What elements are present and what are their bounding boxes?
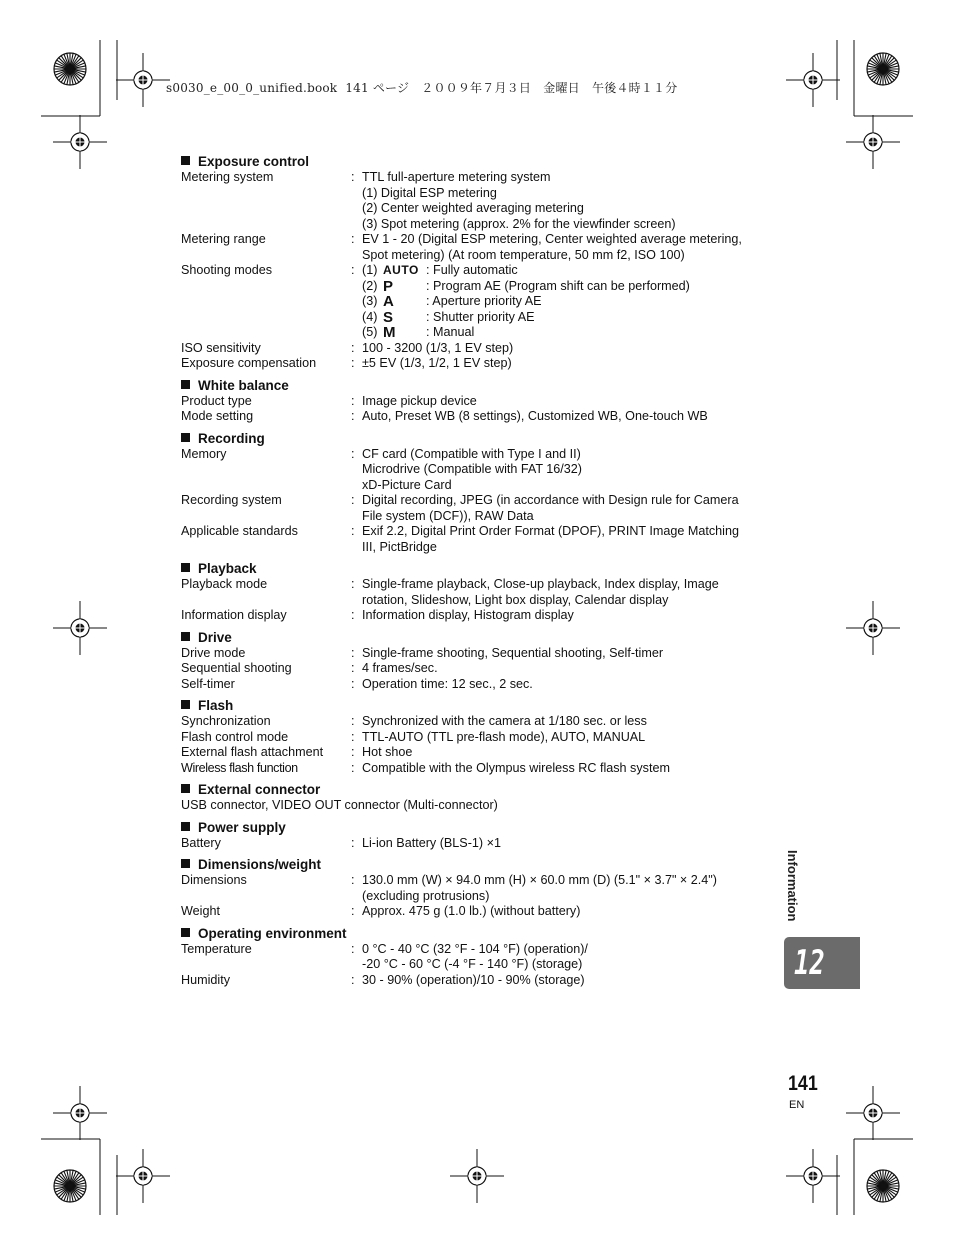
spec-value: Digital recording, JPEG (in accordance with Design rule for Camera File system (DCF)), RAW Data bbox=[362, 493, 739, 523]
section-title: External connector bbox=[181, 782, 781, 798]
square-bullet-icon bbox=[181, 380, 190, 389]
spec-content bbox=[181, 154, 781, 994]
section-playback bbox=[181, 561, 781, 624]
spec-label: Applicable standards bbox=[181, 524, 298, 538]
spec-row: Information display : Information display, Histogram display bbox=[181, 608, 781, 624]
section-dimensions bbox=[181, 857, 781, 920]
spec-row: Memory : CF card (Compatible with Type I and II) Microdrive (Compatible with FAT 16/32) xD-Picture Card bbox=[181, 447, 781, 494]
spec-label: Weight bbox=[181, 904, 220, 918]
shooting-mode-item: (2) P : Program AE (Program shift can be performed) bbox=[362, 277, 690, 295]
section-title: Exposure control bbox=[181, 154, 781, 170]
spec-row: Weight : Approx. 475 g (1.0 lb.) (without battery) bbox=[181, 904, 781, 920]
spec-label: External flash attachment bbox=[181, 745, 324, 759]
spec-label: Temperature bbox=[181, 941, 252, 956]
spec-row: ISO sensitivity : 100 - 3200 (1/3, 1 EV step) bbox=[181, 341, 781, 357]
page-number: 141 bbox=[788, 1072, 818, 1095]
spec-value: Approx. 475 g (1.0 lb.) (without battery) bbox=[362, 904, 581, 918]
spec-row: Product type : Image pickup device bbox=[181, 394, 781, 410]
spec-row: Applicable standards : Exif 2.2, Digital Print Order Format (DPOF), PRINT Image Matching III, PictBridge bbox=[181, 524, 781, 555]
section-environment bbox=[181, 926, 781, 989]
section-title: Dimensions/weight bbox=[181, 857, 781, 873]
spec-row: Mode setting : Auto, Preset WB (8 settings), Customized WB, One-touch WB bbox=[181, 409, 781, 425]
spec-value: Single-frame shooting, Sequential shooting, Self-timer bbox=[362, 645, 664, 660]
spec-label: Recording system bbox=[181, 493, 282, 507]
spec-row: Playback mode : Single-frame playback, Close-up playback, Index display, Image rotation, Slideshow, Light box display, Calendar display bbox=[181, 577, 781, 608]
square-bullet-icon bbox=[181, 822, 190, 831]
header-date-time: ２００９年７月３日 金曜日 午後４時１１分 bbox=[421, 81, 678, 95]
square-bullet-icon bbox=[181, 928, 190, 937]
spec-row: Metering range : EV 1 - 20 (Digital ESP metering, Center weighted average metering, Spot metering) (At room temperature, 50 mm f2, ISO 100) bbox=[181, 232, 781, 263]
shooting-mode-item: (1) AUTO : Fully automatic bbox=[362, 263, 518, 277]
spec-label: Product type bbox=[181, 393, 252, 408]
spec-value: ±5 EV (1/3, 1/2, 1 EV step) bbox=[362, 356, 512, 370]
spec-value: Compatible with the Olympus wireless RC flash system bbox=[362, 760, 670, 775]
spec-row: Temperature : 0 °C - 40 °C (32 °F - 104 °F) (operation)/ -20 °C - 60 °C (-4 °F - 140 °F) (storage) bbox=[181, 942, 781, 973]
section-connector bbox=[181, 782, 781, 814]
shooting-mode-item: (5) M : Manual bbox=[362, 324, 475, 341]
side-section-label: Information bbox=[785, 850, 800, 922]
spec-label: Playback mode bbox=[181, 577, 268, 591]
spec-label: Metering range bbox=[181, 232, 266, 246]
section-title: Drive bbox=[181, 630, 781, 646]
spec-value: Information display, Histogram display bbox=[362, 608, 574, 622]
spec-label: Mode setting bbox=[181, 409, 254, 423]
spec-label: Flash control mode bbox=[181, 729, 289, 744]
section-flash bbox=[181, 698, 781, 776]
spec-value: 4 frames/sec. bbox=[362, 661, 438, 675]
spec-value: Hot shoe bbox=[362, 745, 413, 759]
spec-value: 100 - 3200 (1/3, 1 EV step) bbox=[362, 340, 514, 355]
spec-label: Exposure compensation bbox=[181, 356, 317, 370]
spec-value: Image pickup device bbox=[362, 393, 477, 408]
spec-value: 0 °C - 40 °C (32 °F - 104 °F) (operation)/ -20 °C - 60 °C (-4 °F - 140 °F) (storage) bbox=[362, 941, 588, 971]
spec-row: Shooting modes : (1) AUTO : Fully automatic (2) P : Program AE (Program shift can be performed) (3) A : Aperture priority AE (4) S : Shutter priority AE (5) M : Manual bbox=[181, 263, 781, 341]
section-power bbox=[181, 820, 781, 852]
spec-label: Drive mode bbox=[181, 645, 246, 660]
spec-value: 30 - 90% (operation)/10 - 90% (storage) bbox=[362, 972, 585, 987]
section-drive bbox=[181, 630, 781, 693]
spec-value: Synchronized with the camera at 1/180 sec. or less bbox=[362, 714, 647, 728]
spec-label: Metering system bbox=[181, 170, 274, 184]
spec-value: USB connector, VIDEO OUT connector (Multi-connector) bbox=[181, 798, 498, 812]
square-bullet-icon bbox=[181, 859, 190, 868]
square-bullet-icon bbox=[181, 700, 190, 709]
spec-label: Humidity bbox=[181, 972, 230, 987]
square-bullet-icon bbox=[181, 156, 190, 165]
section-title: Flash bbox=[181, 698, 781, 714]
spec-label: Synchronization bbox=[181, 714, 271, 728]
spec-value: TTL-AUTO (TTL pre-flash mode), AUTO, MANUAL bbox=[362, 729, 646, 744]
spec-row: Battery : Li-ion Battery (BLS-1) ×1 bbox=[181, 836, 781, 852]
header-page-ref: 141 ページ bbox=[345, 81, 410, 95]
spec-label: Dimensions bbox=[181, 873, 247, 887]
spec-label: Information display bbox=[181, 608, 287, 622]
spec-row: Recording system : Digital recording, JPEG (in accordance with Design rule for Camera File system (DCF)), RAW Data bbox=[181, 493, 781, 524]
shooting-mode-item: (4) S : Shutter priority AE bbox=[362, 308, 535, 326]
mode-a-icon: A bbox=[383, 293, 394, 310]
section-title: Recording bbox=[181, 431, 781, 447]
mode-s-icon: S bbox=[383, 308, 394, 326]
square-bullet-icon bbox=[181, 433, 190, 442]
spec-value: EV 1 - 20 (Digital ESP metering, Center weighted average metering, Spot metering) (At room temperature, 50 mm f2, ISO 100) bbox=[362, 232, 742, 262]
spec-row: Exposure compensation : ±5 EV (1/3, 1/2, 1 EV step) bbox=[181, 356, 781, 372]
section-white-balance bbox=[181, 378, 781, 425]
spec-label: Battery bbox=[181, 835, 221, 850]
spec-row: Sequential shooting : 4 frames/sec. bbox=[181, 661, 781, 677]
spec-value: TTL full-aperture metering system (1) Digital ESP metering (2) Center weighted averaging metering (3) Spot metering (approx. 2% for the viewfinder screen) bbox=[362, 170, 676, 231]
section-exposure bbox=[181, 154, 781, 372]
section-title: Playback bbox=[181, 561, 781, 577]
spec-value: Auto, Preset WB (8 settings), Customized WB, One-touch WB bbox=[362, 409, 708, 423]
chapter-number: 12 bbox=[794, 943, 825, 983]
spec-label: Self-timer bbox=[181, 676, 235, 691]
mode-p-icon: P bbox=[383, 277, 394, 295]
mode-auto-icon: AUTO bbox=[383, 263, 419, 277]
spec-row: Synchronization : Synchronized with the camera at 1/180 sec. or less bbox=[181, 714, 781, 730]
spec-row: Dimensions : 130.0 mm (W) × 94.0 mm (H) × 60.0 mm (D) (5.1" × 3.7" × 2.4") (excluding protrusions) bbox=[181, 873, 781, 904]
square-bullet-icon bbox=[181, 632, 190, 641]
section-recording bbox=[181, 431, 781, 556]
spec-row: Humidity : 30 - 90% (operation)/10 - 90% (storage) bbox=[181, 973, 781, 989]
page-language: EN bbox=[789, 1099, 805, 1111]
print-header bbox=[166, 79, 677, 96]
spec-value: Exif 2.2, Digital Print Order Format (DPOF), PRINT Image Matching III, PictBridge bbox=[362, 524, 739, 554]
square-bullet-icon bbox=[181, 784, 190, 793]
spec-row: Drive mode : Single-frame shooting, Sequential shooting, Self-timer bbox=[181, 646, 781, 662]
spec-value: Operation time: 12 sec., 2 sec. bbox=[362, 676, 533, 691]
shooting-mode-item: (3) A : Aperture priority AE bbox=[362, 293, 542, 310]
header-file-name: s0030_e_00_0_unified.book bbox=[166, 81, 338, 95]
chapter-tab bbox=[784, 937, 860, 989]
spec-value: Single-frame playback, Close-up playback, Index display, Image rotation, Slideshow, Light box display, Calendar display bbox=[362, 577, 719, 607]
mode-m-icon: M bbox=[383, 324, 396, 341]
spec-label: Sequential shooting bbox=[181, 661, 292, 675]
spec-row: Flash control mode : TTL-AUTO (TTL pre-flash mode), AUTO, MANUAL bbox=[181, 730, 781, 746]
spec-label: Wireless flash function bbox=[181, 760, 298, 775]
spec-value: 130.0 mm (W) × 94.0 mm (H) × 60.0 mm (D) (5.1" × 3.7" × 2.4") (excluding protrusions) bbox=[362, 873, 717, 903]
spec-label: ISO sensitivity bbox=[181, 340, 261, 355]
section-title: Operating environment bbox=[181, 926, 781, 942]
spec-value bbox=[362, 263, 781, 341]
spec-value: CF card (Compatible with Type I and II) Microdrive (Compatible with FAT 16/32) xD-Picture Card bbox=[362, 446, 583, 492]
spec-label: Shooting modes bbox=[181, 263, 273, 277]
spec-row: External flash attachment : Hot shoe bbox=[181, 745, 781, 761]
spec-value: Li-ion Battery (BLS-1) ×1 bbox=[362, 835, 501, 850]
spec-row: Self-timer : Operation time: 12 sec., 2 sec. bbox=[181, 677, 781, 693]
spec-label: Memory bbox=[181, 446, 227, 461]
spec-row: Metering system : TTL full-aperture metering system (1) Digital ESP metering (2) Center weighted averaging metering (3) Spot metering (approx. 2% for the viewfinder screen) bbox=[181, 170, 781, 232]
section-title: White balance bbox=[181, 378, 781, 394]
spec-row: Wireless flash function : Compatible with the Olympus wireless RC flash system bbox=[181, 761, 781, 777]
square-bullet-icon bbox=[181, 563, 190, 572]
section-title: Power supply bbox=[181, 820, 781, 836]
